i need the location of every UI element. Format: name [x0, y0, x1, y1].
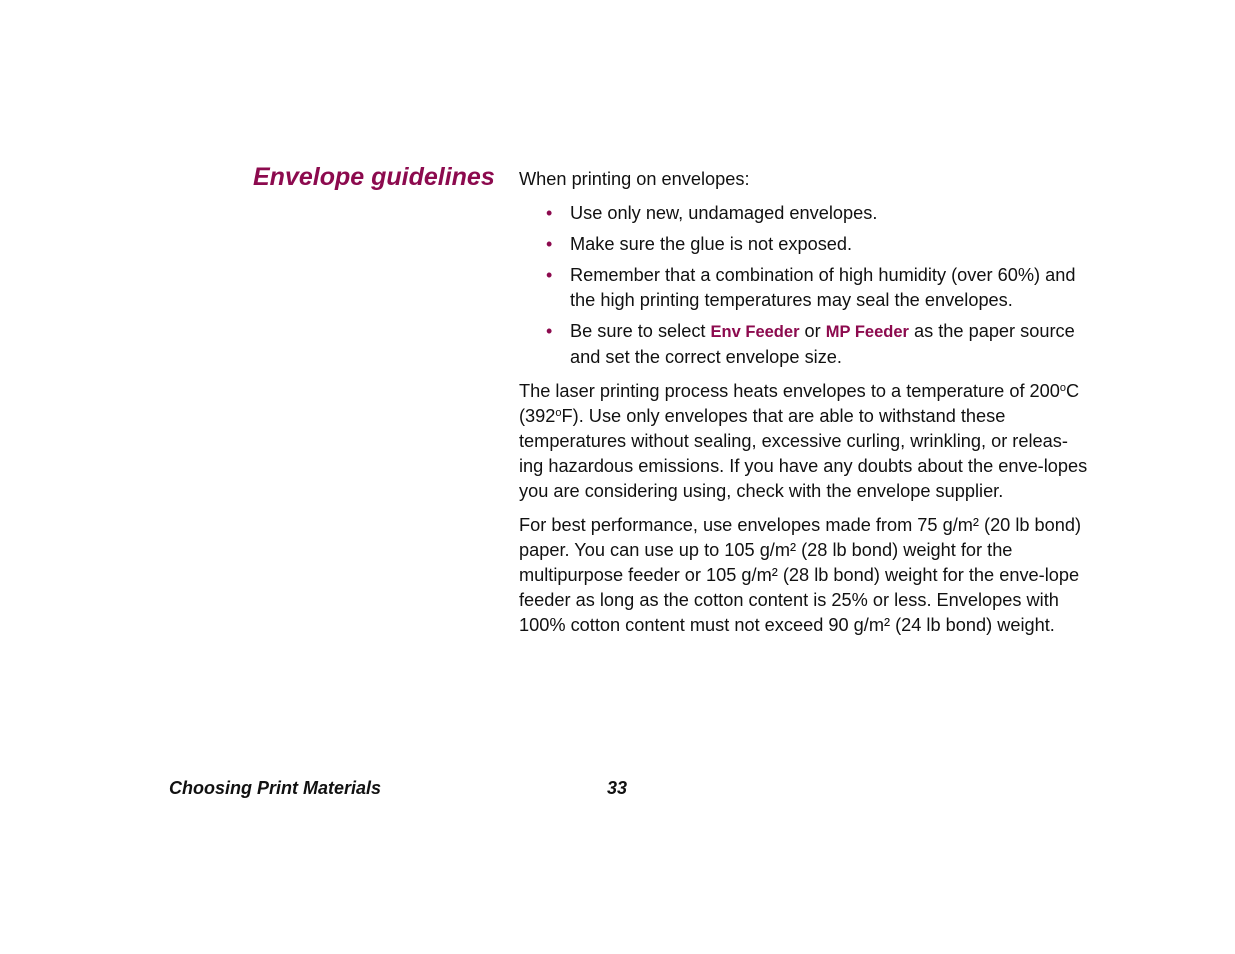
- bullet-icon: •: [546, 234, 553, 254]
- paragraph-text-rest: F). Use only envelopes that are able to withstand these temperatures without sealing, excessive curling, wrinkling, or releas-ing hazardous emissions. If you have any doubts about the enve-lopes you are considering using, check with the envelope supplier.: [519, 406, 1088, 501]
- list-item: [519, 319, 1089, 370]
- list-item-text-post: as the paper source and set the correct envelope size.: [570, 321, 1075, 367]
- bullet-icon: •: [546, 203, 553, 223]
- guideline-list: [519, 201, 1089, 370]
- bullet-icon: •: [546, 321, 553, 341]
- degree-symbol: o: [555, 407, 562, 419]
- page-number: 33: [607, 778, 628, 798]
- paragraph-text-start: The laser printing process heats envelopes to a temperature of: [519, 381, 1030, 401]
- section-title: Envelope guidelines: [253, 163, 495, 191]
- degree-symbol: o: [1059, 382, 1067, 394]
- env-feeder-keyword: Env Feeder: [710, 323, 800, 341]
- celsius-value: 200: [1029, 381, 1060, 401]
- footer-chapter-title: Choosing Print Materials: [169, 778, 382, 798]
- weight-paragraph: For best performance, use envelopes made from 75 g/m² (20 lb bond) paper. You can use up to 105 g/m² (28 lb bond) weight for the multipurpose feeder or 105 g/m² (28 lb bond) weight for the enve-lope feeder as long as the cotton content is 25% or less. Envelopes with 100% cotton content must not exceed 90 g/m² (24 lb bond) weight.: [519, 515, 1082, 635]
- bullet-icon: •: [546, 265, 553, 285]
- mp-feeder-keyword: MP Feeder: [825, 323, 909, 341]
- list-item: [519, 263, 1089, 313]
- list-item-text-pre: Be sure to select: [570, 321, 711, 341]
- intro-text: When printing on envelopes:: [519, 169, 750, 189]
- list-item: [519, 201, 1089, 226]
- list-item-text: Use only new, undamaged envelopes.: [570, 203, 878, 223]
- list-item-text-mid: or: [799, 321, 826, 341]
- list-item-text: Remember that a combination of high humidity (over 60%) and the high printing temperatures may seal the envelopes.: [570, 265, 1076, 310]
- list-item-text: Make sure the glue is not exposed.: [570, 234, 853, 254]
- temperature-paragraph: [519, 379, 1089, 504]
- celsius-unit: C (392: [519, 381, 1080, 426]
- body-content: [519, 167, 1089, 647]
- list-item: [519, 232, 1089, 257]
